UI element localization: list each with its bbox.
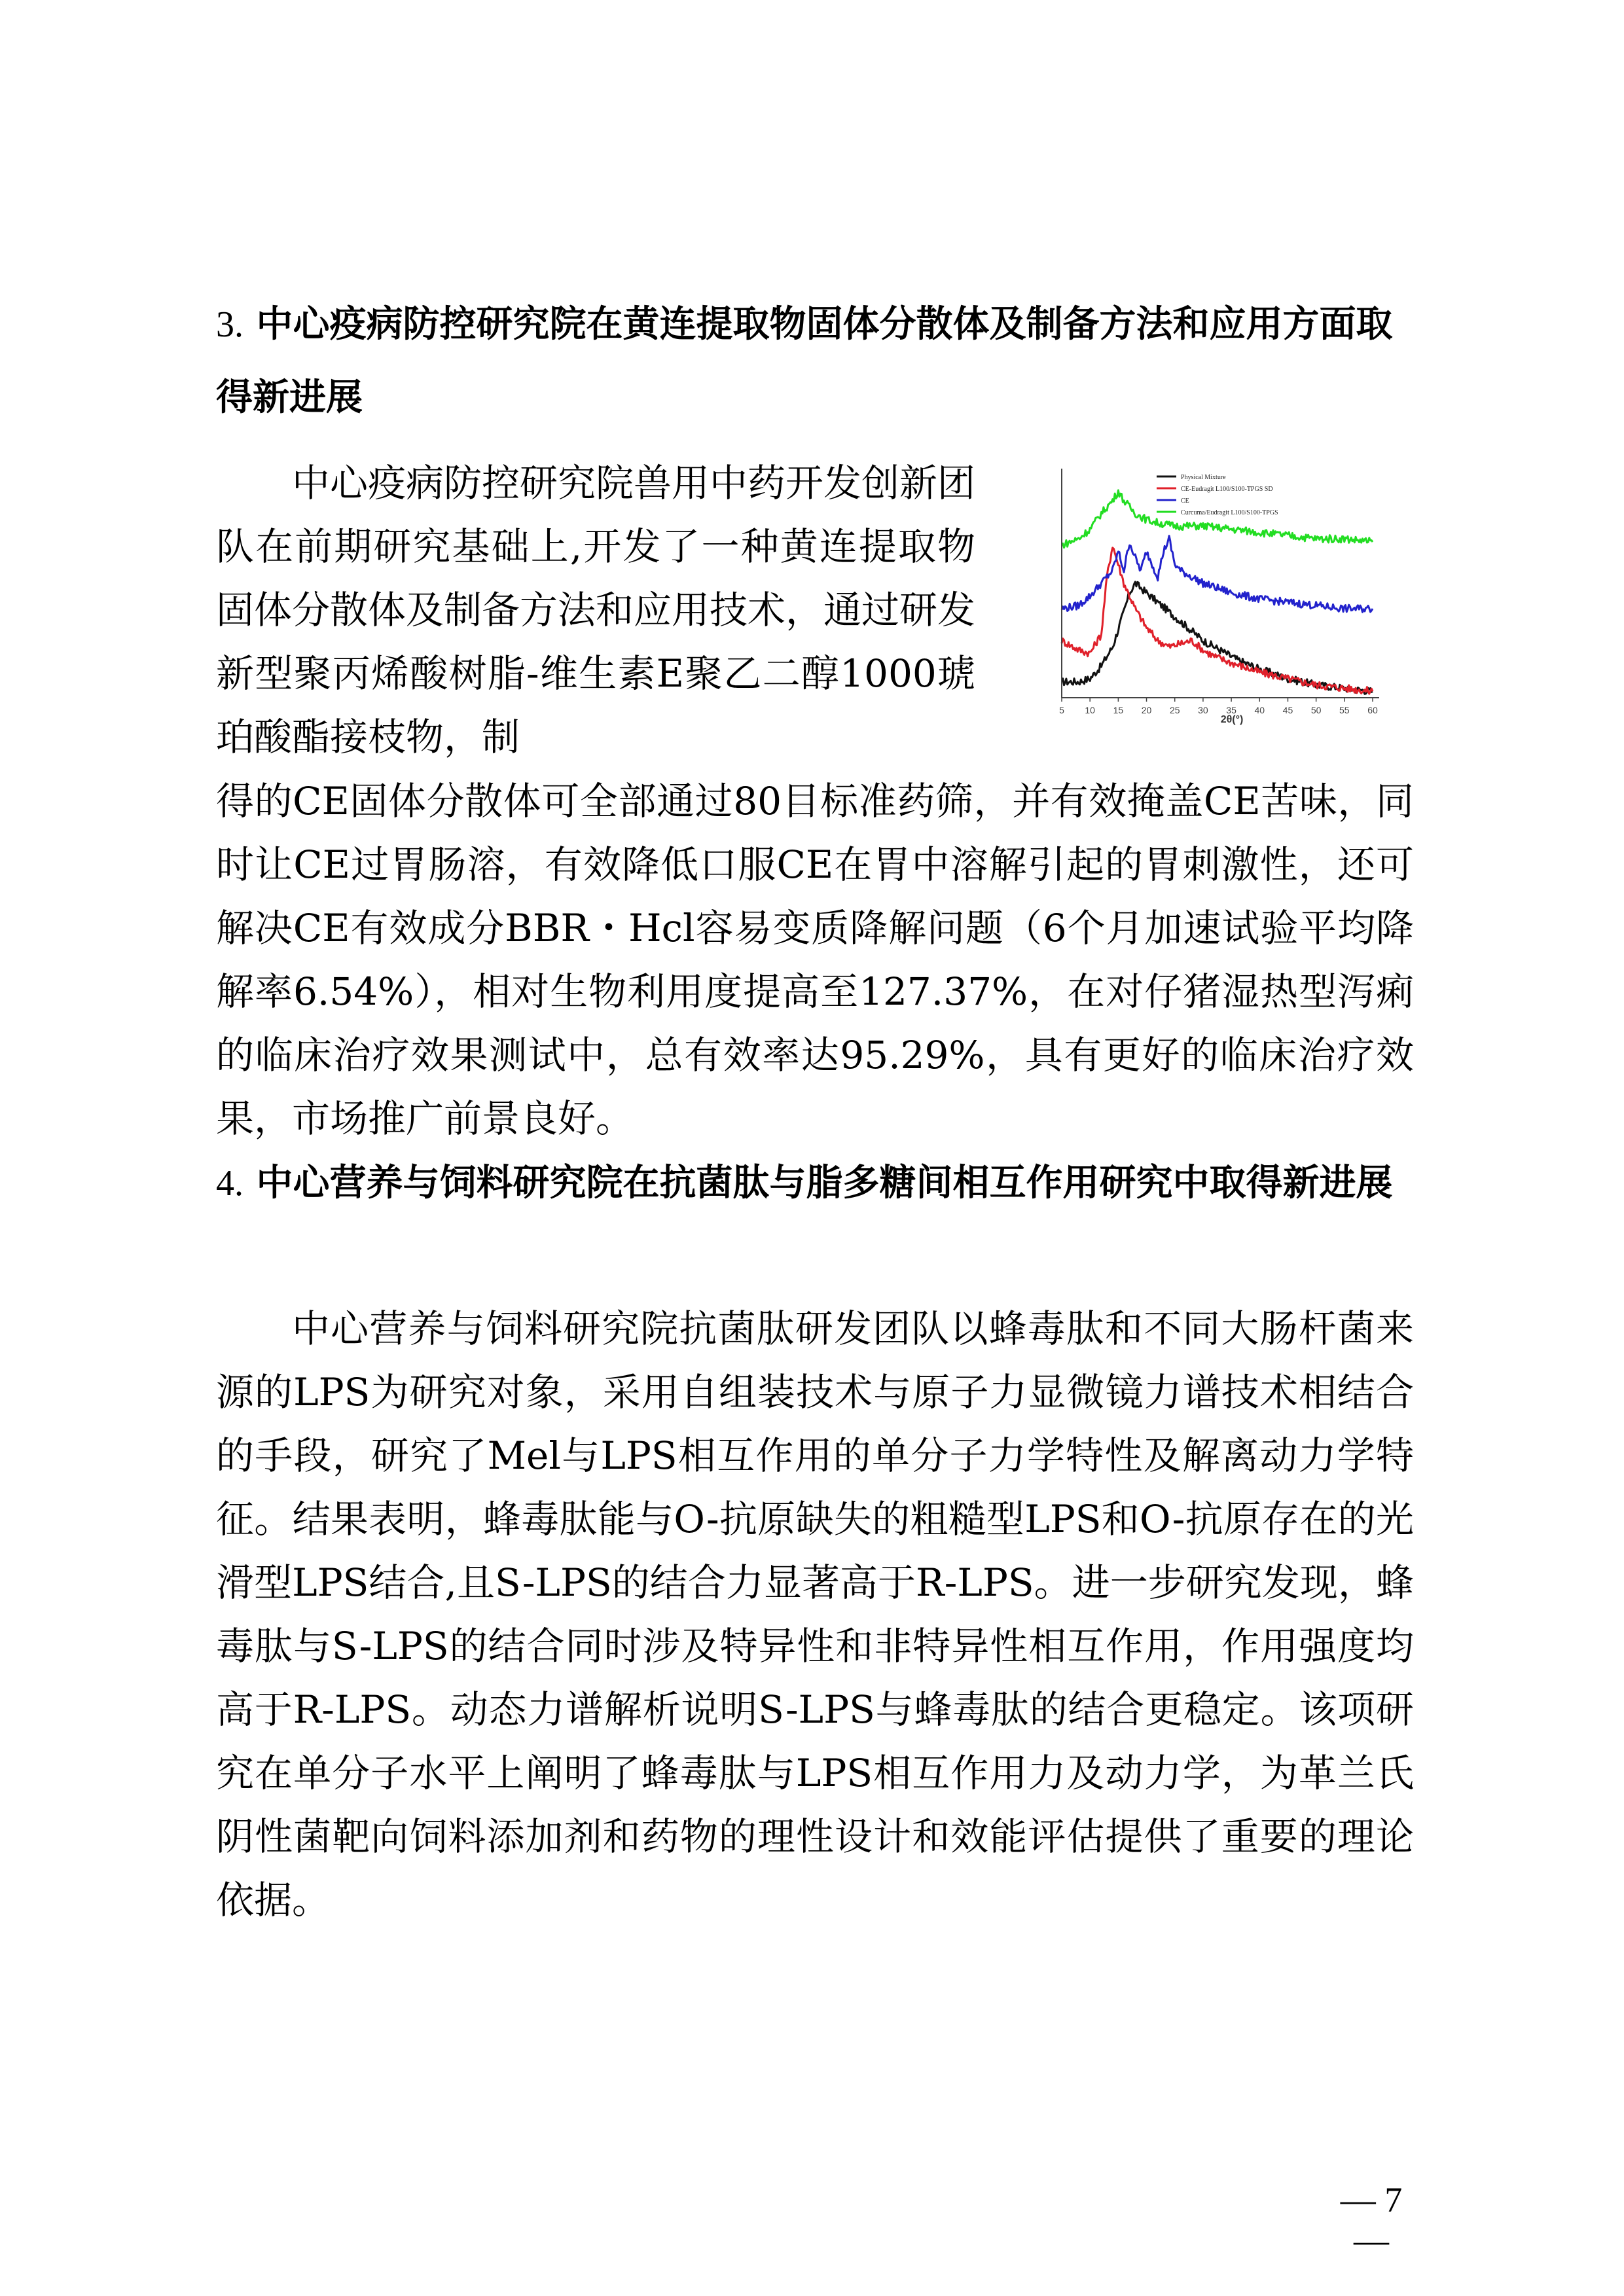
legend-entry: CE-Eudragit L100/S100-TPGS SD: [1181, 486, 1273, 493]
legend-entry: Physical Mixture: [1181, 474, 1226, 481]
x-tick-label: 45: [1282, 705, 1293, 715]
x-tick-label: 50: [1310, 705, 1322, 715]
x-axis-label: 2θ(°): [1220, 714, 1244, 725]
legend-entry: CE: [1181, 497, 1189, 505]
x-tick-label: 30: [1198, 705, 1208, 715]
section-4-heading: [216, 1147, 1414, 1220]
section-3-number: 3.: [216, 304, 244, 345]
series-line-3: [1062, 536, 1373, 613]
x-tick-label: 10: [1085, 705, 1095, 715]
x-tick-label: 60: [1367, 705, 1378, 715]
page-number: — 7 —: [1340, 2180, 1403, 2260]
xrd-line-chart: [1016, 462, 1389, 729]
section-4-title: 中心营养与饲料研究院在抗菌肽与脂多糖间相互作用研究中取得新进展: [256, 1162, 1393, 1204]
section-4-number: 4.: [216, 1163, 244, 1204]
chart-plot-area: [1062, 490, 1373, 694]
legend-entry: Curcuma/Eudragit L100/S100-TPGS: [1181, 509, 1278, 516]
x-tick-label: 15: [1113, 705, 1124, 715]
section-3-title: 中心疫病防控研究院在黄连提取物固体分散体及制备方法和应用方面取得新进展: [216, 303, 1393, 419]
x-tick-label: 40: [1254, 705, 1265, 715]
section-4-paragraph: 中心营养与饲料研究院抗菌肽研发团队以蜂毒肽和不同大肠杆菌来源的LPS为研究对象，采用自组装技术与原子力显微镜力谱技术相结合的手段，研究了Mel与LPS相互作用的单分子力学特性及解离动力学特征。结果表明，蜂毒肽能与O-抗原缺失的粗糙型LPS和O-抗原存在的光滑型LPS结合,且S-LPS的结合力显著高于R-LPS。进一步研究发现，蜂毒肽与S-LPS的结合同时涉及特异性和非特异性相互作用，作用强度均高于R-LPS。动态力谱解析说明S-LPS与蜂毒肽的结合更稳定。该项研究在单分子水平上阐明了蜂毒肽与LPS相互作用力及动力学，为革兰氏阴性菌靶向饲料添加剂和药物的理性设计和效能评估提供了重要的理论依据。: [216, 1306, 1414, 1922]
section-3-paragraph-wrap: 中心疫病防控研究院兽用中药开发创新团队在前期研究基础上,开发了一种黄连提取物固体分散体及制备方法和应用技术，通过研发新型聚丙烯酸树脂-维生素E聚乙二醇1000琥珀酸酯接枝物，制: [216, 461, 976, 759]
series-line-1: [1062, 582, 1373, 694]
x-tick-label: 55: [1339, 705, 1350, 715]
section-3-paragraph-full: 得的CE固体分散体可全部通过80目标准药筛，并有效掩盖CE苦味，同时让CE过胃肠溶，有效降低口服CE在胃中溶解引起的胃刺激性，还可解决CE有效成分BBR・Hcl容易变质降解问题（6个月加速试验平均降解率6.54%），相对生物利用度提高至127.37%，在对仔猪湿热型泻痢的临床治疗效果测试中，总有效率达95.29%，具有更好的临床治疗效果，市场推广前景良好。: [216, 779, 1414, 1141]
x-tick-label: 35: [1226, 705, 1236, 715]
x-tick-label: 20: [1141, 705, 1152, 715]
x-tick-label: 25: [1169, 705, 1180, 715]
series-line-2: [1062, 548, 1373, 694]
section-3-heading: [216, 288, 1414, 435]
chart-legend: [1157, 474, 1278, 516]
x-tick-label: 5: [1059, 705, 1064, 715]
series-line-4: [1062, 490, 1373, 548]
